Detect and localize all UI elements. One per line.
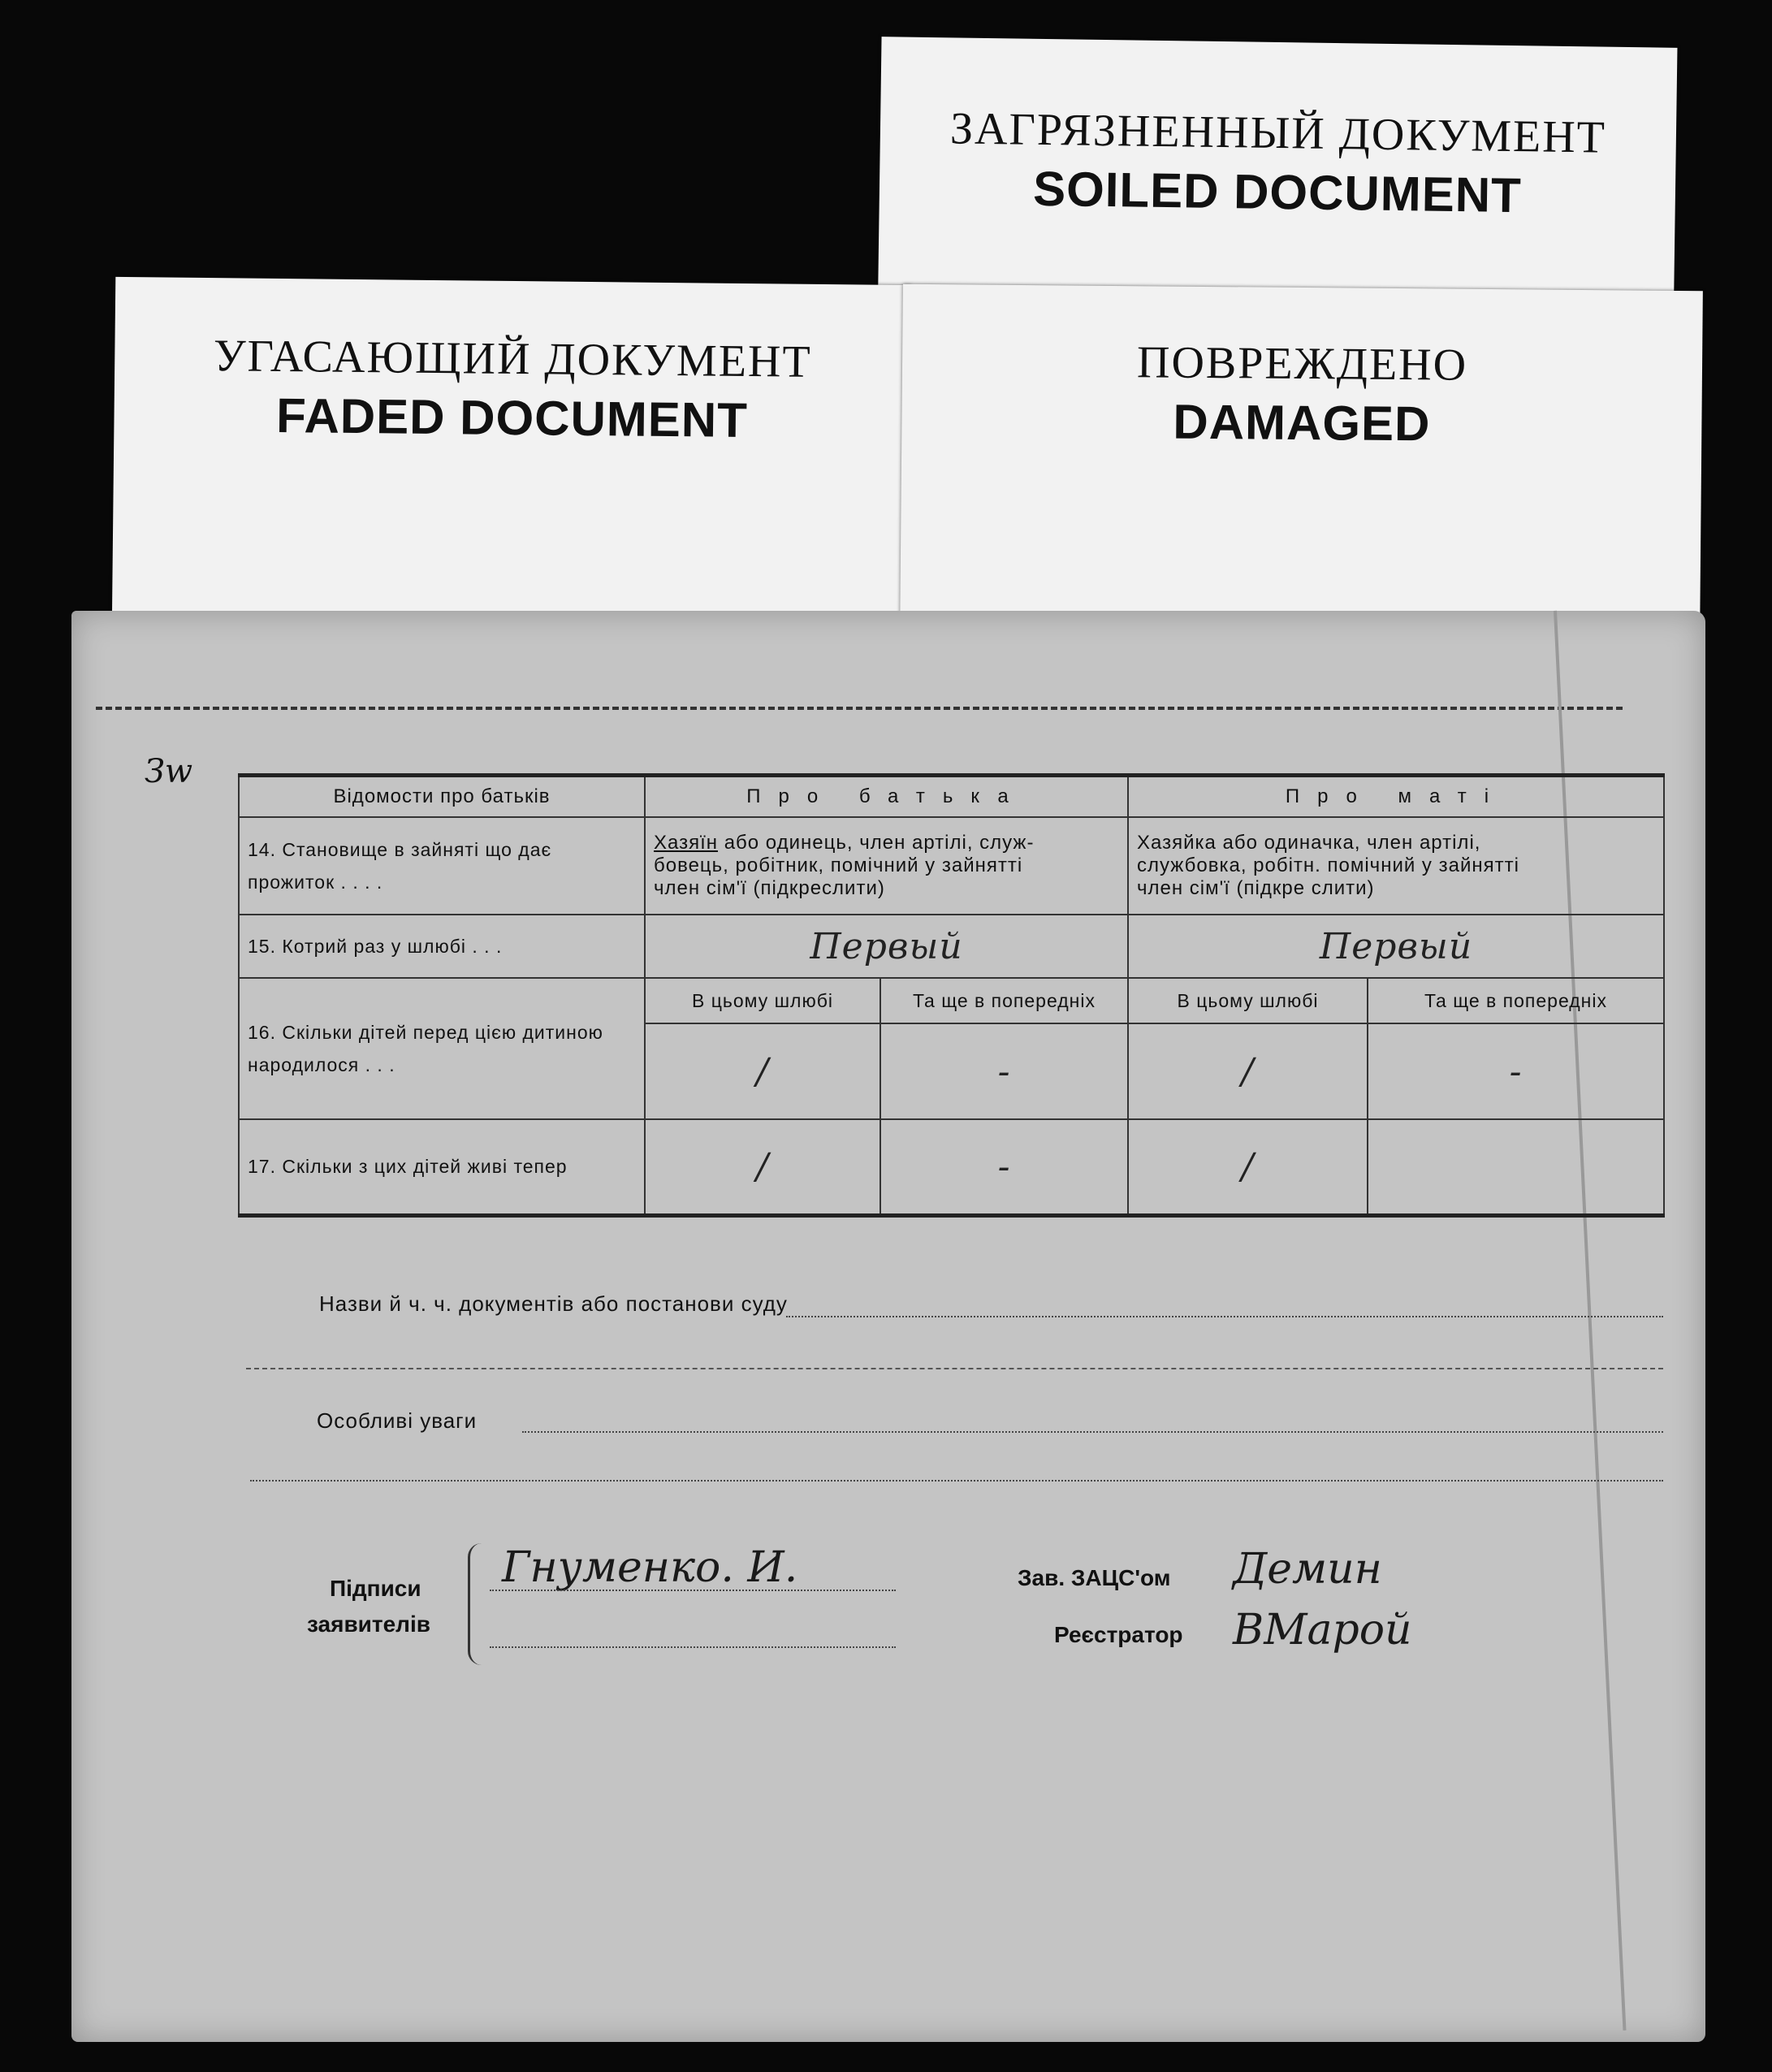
applicant-signature: Гнуменко. И. [502, 1543, 798, 1592]
soiled-notice-en: SOILED DOCUMENT [1032, 161, 1523, 223]
father-options-1: або одинець, член артілі, служ- [724, 832, 1035, 854]
registration-form-page [71, 611, 1705, 2042]
row17-label: 17. Скільки з цих дітей живі тепер [239, 1119, 645, 1215]
mother-options-1: Хазяйка або одиначка, член артілі, [1137, 832, 1481, 854]
header-father: Про батька [645, 776, 1128, 818]
faded-document-notice [112, 277, 912, 642]
head-label: Зав. ЗАЦС'ом [1018, 1565, 1171, 1590]
row14-mother-options [1128, 817, 1664, 915]
remarks-line-2 [250, 1480, 1663, 1482]
row16-value-4: - [1368, 1023, 1664, 1119]
row14-father-options [645, 817, 1128, 915]
row17-value-2: - [880, 1119, 1128, 1215]
sub-mother-this: В цьому шлюбі [1128, 978, 1368, 1023]
header-mother: Про маті [1128, 776, 1664, 818]
soiled-notice-ru: ЗАГРЯЗНЕННЫЙ ДОКУМЕНТ [949, 103, 1607, 163]
damaged-notice-en: DAMAGED [1173, 394, 1431, 452]
applicants-label-1: Підписи [330, 1576, 421, 1601]
row17-value-1: / [645, 1119, 880, 1215]
table-row [239, 817, 1664, 915]
applicant-sign-line-2 [490, 1646, 896, 1648]
sub-father-this: В цьому шлюбі [645, 978, 880, 1023]
margin-mark: Зw [145, 753, 193, 790]
documents-label: Назви й ч. ч. документів або постанови суду [319, 1291, 788, 1316]
row14-question: Становище в зайняті що дає прожиток [248, 839, 552, 893]
father-option-selected: Хазяїн [654, 832, 719, 854]
row14-dots: . . . . [340, 872, 383, 893]
sub-mother-previous: Та ще в попередніх [1368, 978, 1664, 1023]
header-parents-info: Відомости про батьків [239, 776, 645, 818]
head-signature: Демин [1233, 1545, 1382, 1594]
row15-label: 15. Котрий раз у шлюбі . . . [239, 915, 645, 978]
remarks-label: Особливі уваги [317, 1408, 478, 1433]
row15-father-value: Первый [645, 915, 1128, 978]
faded-notice-en: FADED DOCUMENT [275, 387, 749, 448]
parents-info-table [238, 773, 1665, 1218]
row16-value-3: / [1128, 1023, 1368, 1119]
table-subheader-row [239, 978, 1664, 1023]
remarks-line [522, 1431, 1663, 1433]
sub-father-previous: Та ще в попередніх [880, 978, 1128, 1023]
row17-value-4 [1368, 1119, 1664, 1215]
row17-value-3: / [1128, 1119, 1368, 1215]
row14-label [239, 817, 645, 915]
damaged-document-notice [900, 284, 1703, 641]
applicant-sign-line-1 [490, 1590, 896, 1591]
damaged-notice-ru: ПОВРЕЖДЕНО [1136, 337, 1468, 391]
applicants-label-2: заявителів [307, 1611, 430, 1637]
row16-label: 16. Скільки дітей перед цією дитиною народилося . . . [239, 978, 645, 1119]
table-header-row [239, 776, 1664, 818]
row15-mother-value: Первый [1128, 915, 1664, 978]
registrar-label: Реєстратор [1054, 1622, 1183, 1647]
row14-number: 14. [248, 839, 276, 860]
table-row [239, 915, 1664, 978]
row16-value-1: / [645, 1023, 880, 1119]
perforation-line [96, 707, 1623, 710]
mother-options-2: службовка, робітн. помічний у зайнятті [1137, 854, 1519, 876]
registrar-signature: ВМарой [1233, 1606, 1412, 1655]
table-row [239, 1119, 1664, 1215]
mother-options-3: член сім'ї (підкре слити) [1137, 877, 1375, 899]
father-options-2: бовець, робітник, помічний у зайнятті [654, 854, 1023, 876]
row16-value-2: - [880, 1023, 1128, 1119]
documents-line [786, 1316, 1663, 1317]
father-options-3: член сім'ї (підкреслити) [654, 877, 885, 899]
faded-notice-ru: УГАСАЮЩИЙ ДОКУМЕНТ [213, 331, 812, 387]
documents-line-2 [246, 1368, 1663, 1369]
signature-brace [468, 1543, 482, 1665]
